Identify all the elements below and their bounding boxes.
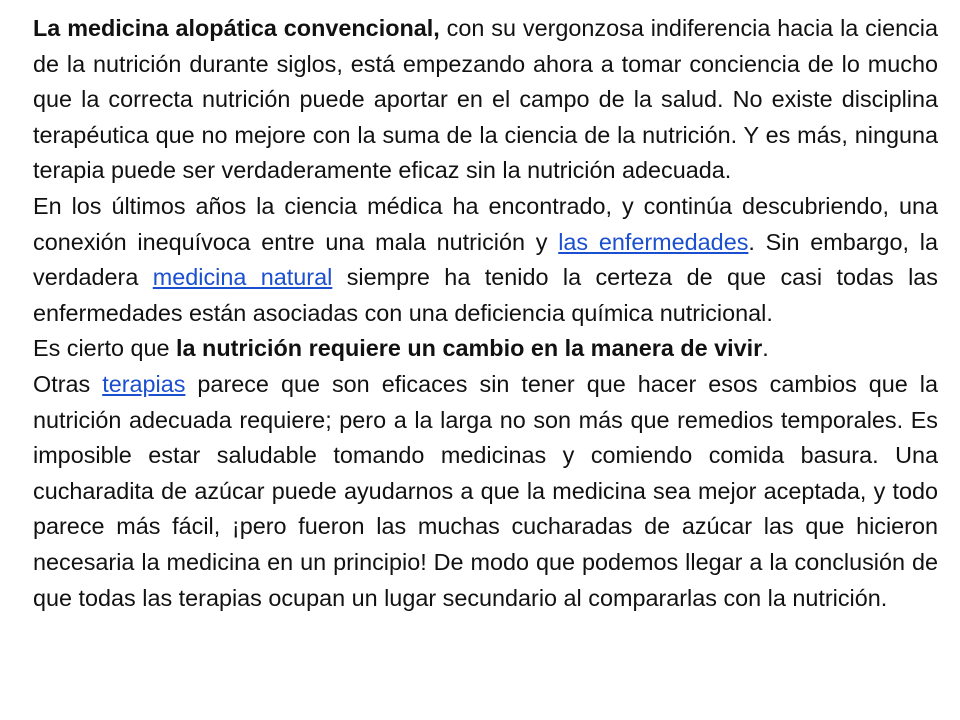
paragraph-3-text-start: Es cierto que	[33, 335, 177, 362]
paragraph-2-text-end: siempre ha tenido la certeza de que casi todas las enfermedades están asociadas con una deficiencia química nutricional.	[33, 264, 938, 326]
paragraph-2-text-start: En los últimos años la ciencia médica ha encontrado, y continúa descubriendo, una conexión inequívoca entre una mala nutrición y	[33, 192, 938, 255]
paragraph-1-lead-bold: La medicina alopática convencional,	[33, 15, 440, 41]
paragraph-2	[33, 189, 938, 331]
paragraph-1-body: con su vergonzosa indiferencia hacia la ciencia de la nutrición durante siglos, está empezando ahora a tomar conciencia de lo mucho que la correcta nutrición puede aportar en el campo de la salud. No existe disciplina terapéutica que no mejore con la suma de la ciencia de la nutrición. Y es más, ninguna terapia puede ser verdaderamente eficaz sin la nutrición adecuada.	[33, 15, 938, 184]
paragraph-4	[33, 367, 938, 616]
paragraph-3-text-end: .	[762, 335, 769, 362]
link-medicina-natural[interactable]: medicina natural	[152, 264, 333, 291]
paragraph-1	[33, 11, 938, 189]
slide-text-body	[33, 11, 938, 616]
link-terapias[interactable]: terapias	[102, 370, 186, 397]
paragraph-3	[33, 331, 938, 367]
paragraph-4-text-end: parece que son eficaces sin tener que hacer esos cambios que la nutrición adecuada requiere; pero a la larga no son más que remedios temporales. Es imposible estar saludable tomando medicinas y comiendo comida basura. Una cucharadita de azúcar puede ayudarnos a que la medicina sea mejor aceptada, y todo parece más fácil, ¡pero fueron las muchas cucharadas de azúcar las que hicieron necesaria la medicina en un principio! De modo que podemos llegar a la conclusión de que todas las terapias ocupan un lugar secundario al compararlas con la nutrición.	[33, 370, 939, 611]
paragraph-4-text-start: Otras	[33, 370, 103, 397]
link-las-enfermedades[interactable]: las enfermedades	[558, 228, 749, 255]
paragraph-3-bold: la nutrición requiere un cambio en la manera de vivir	[176, 335, 763, 362]
paragraph-2-text-middle: . Sin embargo, la verdadera	[33, 228, 938, 291]
